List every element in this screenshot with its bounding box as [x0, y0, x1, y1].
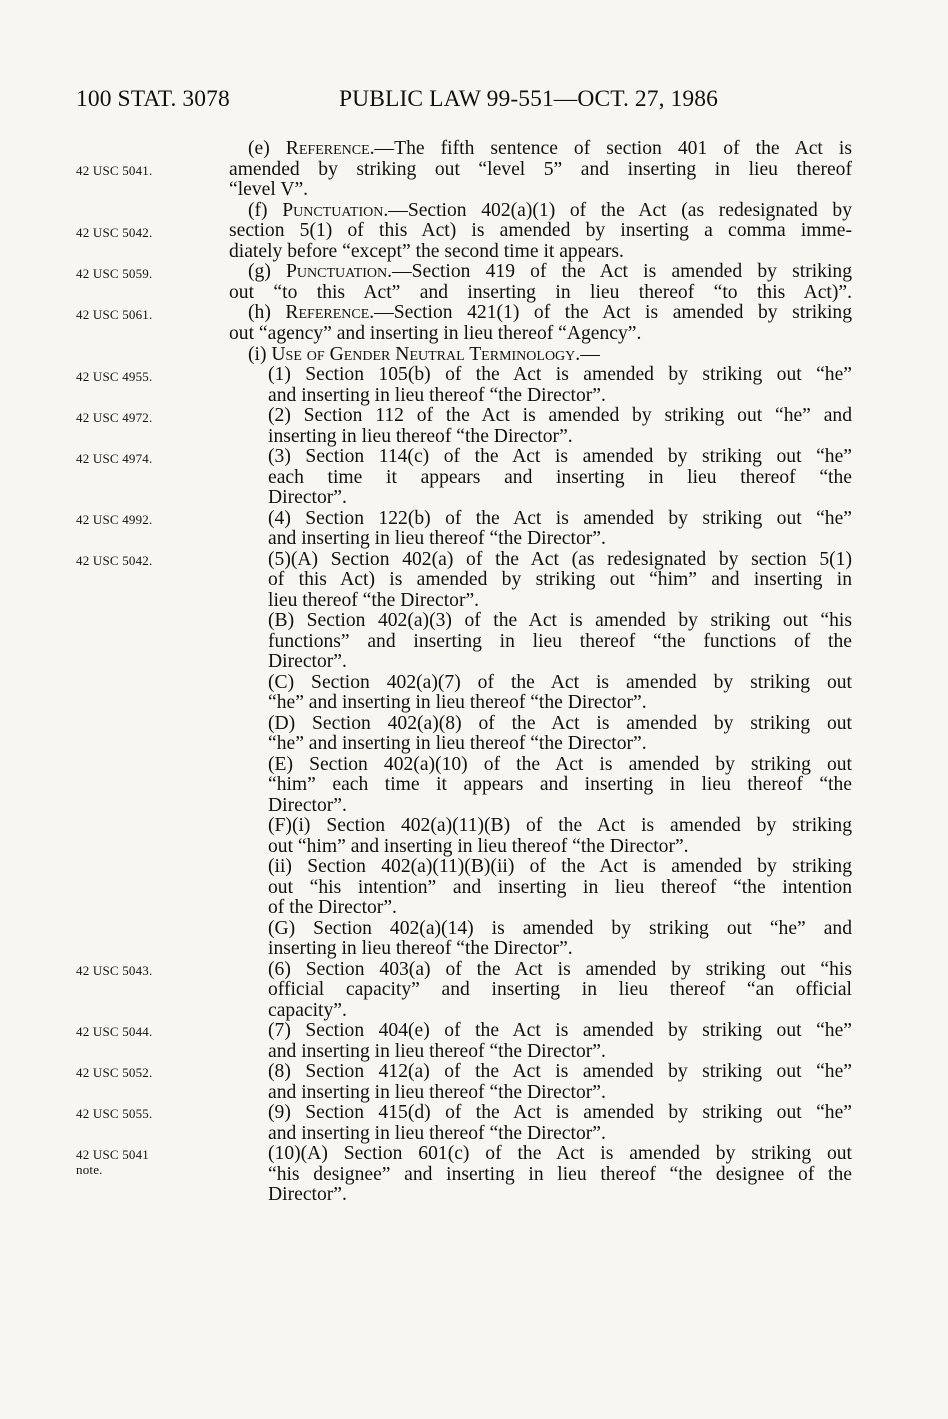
text-line: (i) Use of Gender Neutral Terminology.—	[248, 344, 600, 365]
text-line: (C) Section 402(a)(7) of the Act is amended by striking out	[268, 672, 852, 693]
text-line: Director”.	[268, 1184, 347, 1205]
margin-note: 42 USC 4974.	[76, 451, 153, 466]
subsection-heading: Reference.	[285, 138, 375, 159]
text-line: (F)(i) Section 402(a)(11)(B) of the Act is amended by striking	[268, 815, 852, 836]
text-line: (3) Section 114(c) of the Act is amended by striking out “he”	[268, 446, 852, 467]
text-line: “him” each time it appears and inserting in lieu thereof “the	[268, 774, 852, 795]
stat-citation: 100 STAT. 3078	[76, 86, 230, 112]
subsection-heading: Punctuation.	[286, 261, 393, 282]
margin-note: 42 USC 5059.	[76, 266, 153, 281]
text-line: (8) Section 412(a) of the Act is amended by striking out “he”	[268, 1061, 852, 1082]
margin-note: note.	[76, 1162, 103, 1177]
margin-note: 42 USC 5041.	[76, 163, 153, 178]
text-line: and inserting in lieu thereof “the Director”.	[268, 1041, 606, 1062]
text-line: Director”.	[268, 651, 347, 672]
margin-note: 42 USC 5042.	[76, 225, 153, 240]
text-line: (B) Section 402(a)(3) of the Act is amended by striking out “his	[268, 610, 852, 631]
text-line: “he” and inserting in lieu thereof “the Director”.	[268, 692, 647, 713]
text-line: out “him” and inserting in lieu thereof “the Director”.	[268, 836, 689, 857]
text-line: and inserting in lieu thereof “the Director”.	[268, 528, 606, 549]
margin-note: 42 USC 4955.	[76, 369, 153, 384]
margin-note: 42 USC 5043.	[76, 963, 153, 978]
text-line: “his designee” and inserting in lieu thereof “the designee of the	[268, 1164, 852, 1185]
text-line: out “agency” and inserting in lieu thereof “Agency”.	[229, 323, 642, 344]
public-law-title: PUBLIC LAW 99-551—OCT. 27, 1986	[339, 86, 718, 112]
text-line: (9) Section 415(d) of the Act is amended by striking out “he”	[268, 1102, 852, 1123]
text-line: capacity”.	[268, 1000, 347, 1021]
text-line: of the Director”.	[268, 897, 397, 918]
text-line: (e) Reference.—The fifth sentence of section 401 of the Act is	[248, 138, 852, 159]
subsection-heading: Use of Gender Neutral Terminology.	[271, 344, 581, 365]
text-line: and inserting in lieu thereof “the Director”.	[268, 1082, 606, 1103]
text-line: inserting in lieu thereof “the Director”.	[268, 938, 573, 959]
text-line: section 5(1) of this Act) is amended by inserting a comma imme-	[229, 220, 852, 241]
subsection-heading: Reference.	[285, 302, 375, 323]
text-line: out “to this Act” and inserting in lieu thereof “to this Act)”.	[229, 282, 852, 303]
text-line: and inserting in lieu thereof “the Director”.	[268, 385, 606, 406]
margin-note: 42 USC 5042.	[76, 553, 153, 568]
text-line: (g) Punctuation.—Section 419 of the Act is amended by striking	[248, 261, 852, 282]
margin-note: 42 USC 5041	[76, 1147, 149, 1162]
text-line: (6) Section 403(a) of the Act is amended by striking out “his	[268, 959, 852, 980]
subsection-heading: Punctuation.	[282, 200, 389, 221]
margin-note: 42 USC 5052.	[76, 1065, 153, 1080]
text-line: and inserting in lieu thereof “the Director”.	[268, 1123, 606, 1144]
text-line: (4) Section 122(b) of the Act is amended by striking out “he”	[268, 508, 852, 529]
text-line: Director”.	[268, 795, 347, 816]
text-line: official capacity” and inserting in lieu thereof “an official	[268, 979, 852, 1000]
text-line: Director”.	[268, 487, 347, 508]
text-line: each time it appears and inserting in lieu thereof “the	[268, 467, 852, 488]
text-line: (G) Section 402(a)(14) is amended by striking out “he” and	[268, 918, 852, 939]
text-line: functions” and inserting in lieu thereof “the functions of the	[268, 631, 852, 652]
text-line: (10)(A) Section 601(c) of the Act is amended by striking out	[268, 1143, 852, 1164]
text-line: (1) Section 105(b) of the Act is amended by striking out “he”	[268, 364, 852, 385]
text-line: (D) Section 402(a)(8) of the Act is amended by striking out	[268, 713, 852, 734]
text-line: (E) Section 402(a)(10) of the Act is amended by striking out	[268, 754, 852, 775]
margin-note: 42 USC 4992.	[76, 512, 153, 527]
margin-note: 42 USC 5044.	[76, 1024, 153, 1039]
text-line: lieu thereof “the Director”.	[268, 590, 480, 611]
text-line: (f) Punctuation.—Section 402(a)(1) of the Act (as redesignated by	[248, 200, 852, 221]
margin-note: 42 USC 5055.	[76, 1106, 153, 1121]
text-line: “he” and inserting in lieu thereof “the Director”.	[268, 733, 647, 754]
text-line: “level V”.	[229, 179, 309, 200]
margin-note: 42 USC 4972.	[76, 410, 153, 425]
text-line: diately before “except” the second time it appears.	[229, 241, 624, 262]
text-line: amended by striking out “level 5” and inserting in lieu thereof	[229, 159, 852, 180]
text-line: (2) Section 112 of the Act is amended by striking out “he” and	[268, 405, 852, 426]
page-header	[76, 86, 868, 120]
text-line: out “his intention” and inserting in lieu thereof “the intention	[268, 877, 852, 898]
text-line: (h) Reference.—Section 421(1) of the Act is amended by striking	[248, 302, 853, 323]
text-line: inserting in lieu thereof “the Director”.	[268, 426, 573, 447]
margin-note: 42 USC 5061.	[76, 307, 153, 322]
text-line: (5)(A) Section 402(a) of the Act (as redesignated by section 5(1)	[268, 549, 852, 570]
text-line: (7) Section 404(e) of the Act is amended by striking out “he”	[268, 1020, 852, 1041]
text-line: (ii) Section 402(a)(11)(B)(ii) of the Act is amended by striking	[268, 856, 852, 877]
text-line: of this Act) is amended by striking out “him” and inserting in	[268, 569, 852, 590]
